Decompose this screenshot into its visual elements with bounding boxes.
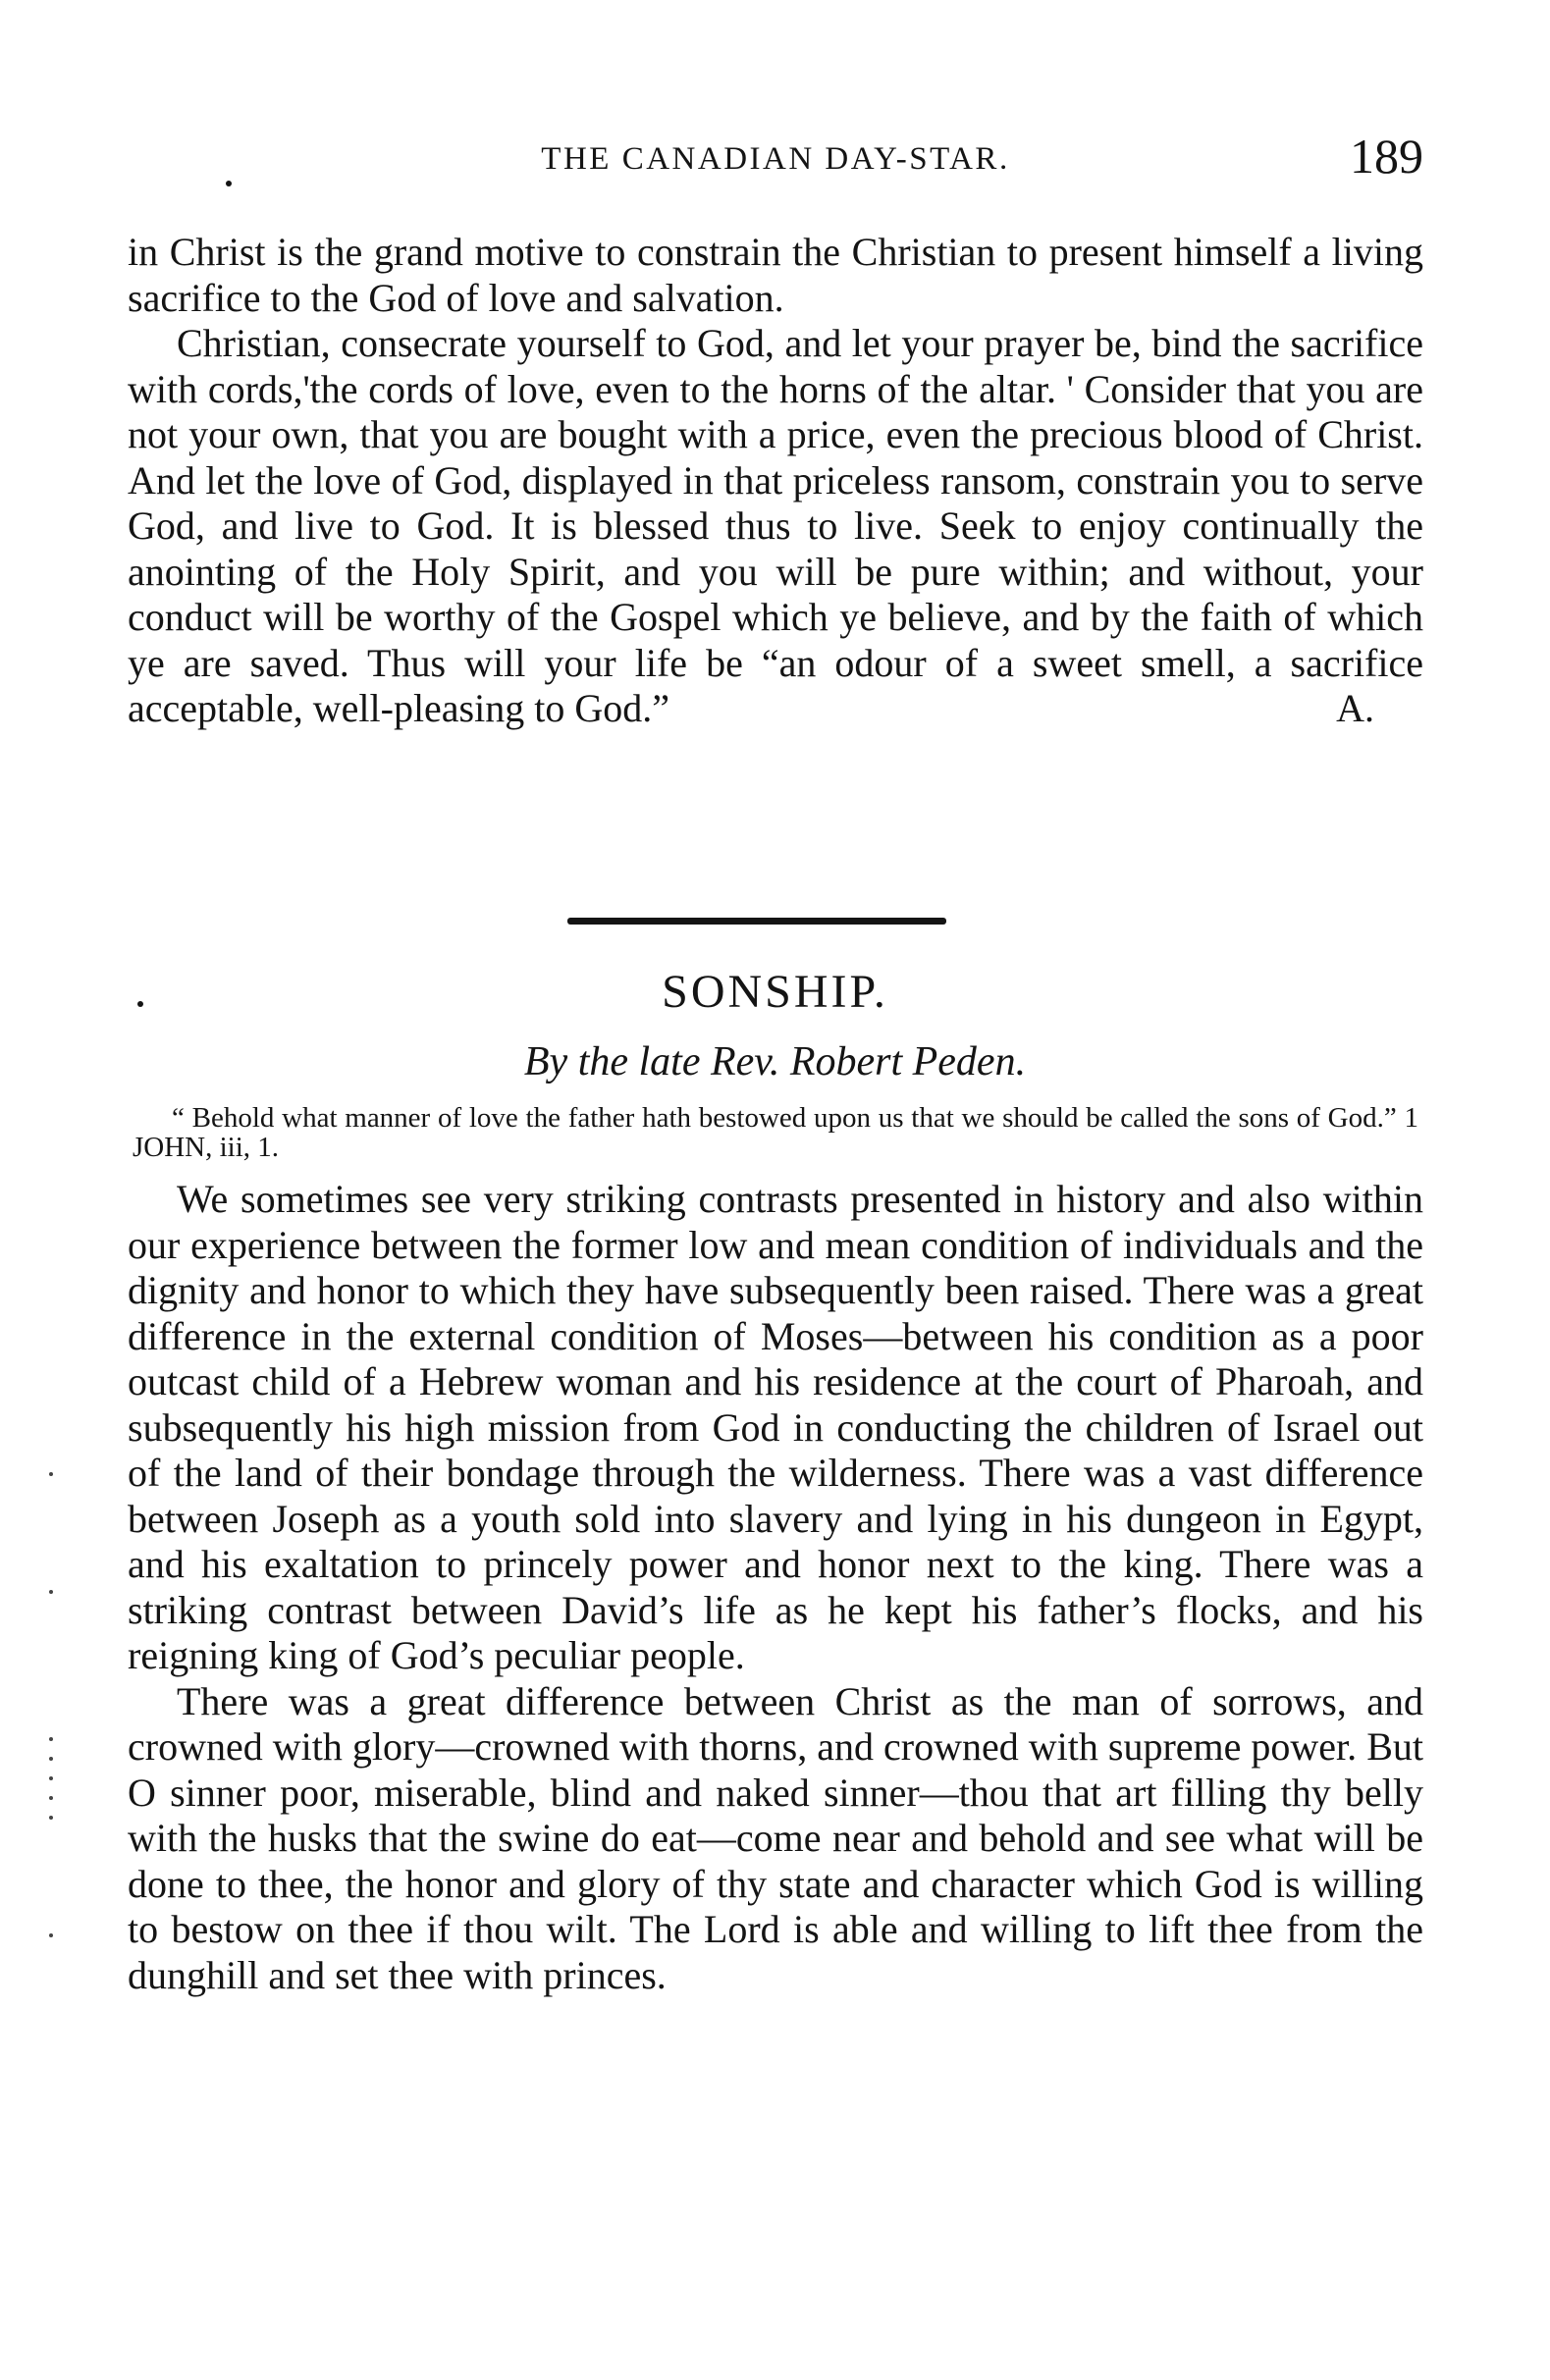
margin-speck: [49, 1590, 53, 1594]
margin-specks: [41, 1472, 61, 1943]
margin-speck: [49, 1757, 53, 1761]
paragraph: There was a great difference between Christ as the man of sorrows, and crowned with glory—crowned with thorns, and crowned with supreme power. But O sinner poor, miserable, blind and naked sinner—thou that art filling thy belly with the husks that the swine do eat—come near and behold and see what will be done to thee, the honor and glory of thy state and character which God is willing to bestow on thee if thou wilt. The Lord is able and willing to lift thee from the dunghill and set thee with princes.: [128, 1678, 1423, 1997]
paragraph: We sometimes see very striking contrasts presented in history and also within our experience between the former low and mean condition of individuals and the dignity and honor to which they have subsequently been raised. There was a great difference in the external condition of Moses—between his condition as a poor outcast child of a Hebrew woman and his residence at the court of Pharoah, and subsequently his high mission from God in conducting the children of Israel out of the land of their bondage through the wilderness. There was a vast difference between Joseph as a youth sold into slavery and lying in his dungeon in Egypt, and his exaltation to princely power and honor next to the king. There was a striking contrast between David’s life as he kept his father’s flocks, and his reigning king of God’s peculiar people.: [128, 1177, 1423, 1677]
margin-speck: [49, 1816, 53, 1820]
margin-speck: [49, 1472, 53, 1476]
epigraph: “ Behold what manner of love the father hath bestowed upon us that we should be called the sons of God.” 1 JOHN, iii, 1.: [133, 1102, 1418, 1163]
paragraph-text: Christian, consecrate yourself to God, and let your prayer be, bind the sacrifice with cords,'the cords of love, even to the horns of the altar. ' Consider that you are not your own, that you are bought with a price, even the precious blood of Christ. And let the love of God, displayed in that priceless ransom, constrain you to serve God, and live to God. It is blessed thus to live. Seek to enjoy continually the anointing of the Holy Spirit, and you will be pure within; and without, your conduct will be worthy of the Gospel which ye believe, and by the faith of which ye are saved. Thus will your life be “an odour of a sweet smell, a sacrifice acceptable, well-pleasing to God.”: [128, 321, 1423, 730]
margin-speck: [49, 1796, 53, 1800]
section-divider: [567, 918, 946, 925]
paragraph: [128, 321, 1423, 732]
article-byline: By the late Rev. Robert Peden.: [523, 1039, 1027, 1084]
margin-speck: [49, 1776, 53, 1780]
running-head-title: THE CANADIAN DAY-STAR.: [541, 141, 1010, 177]
margin-speck: [49, 1737, 53, 1741]
printer-dot: [226, 181, 232, 186]
page-number: 189: [1350, 129, 1423, 184]
article-body: [128, 1177, 1423, 1998]
article-title: SONSHIP.: [662, 966, 888, 1018]
author-signature: A.: [1336, 686, 1374, 730]
continuation-text: [128, 230, 1423, 732]
running-head: [128, 128, 1423, 186]
margin-speck: [49, 1933, 53, 1937]
paragraph: in Christ is the grand motive to constrain the Christian to present himself a living sacrifice to the God of love and salvation.: [128, 230, 1423, 320]
